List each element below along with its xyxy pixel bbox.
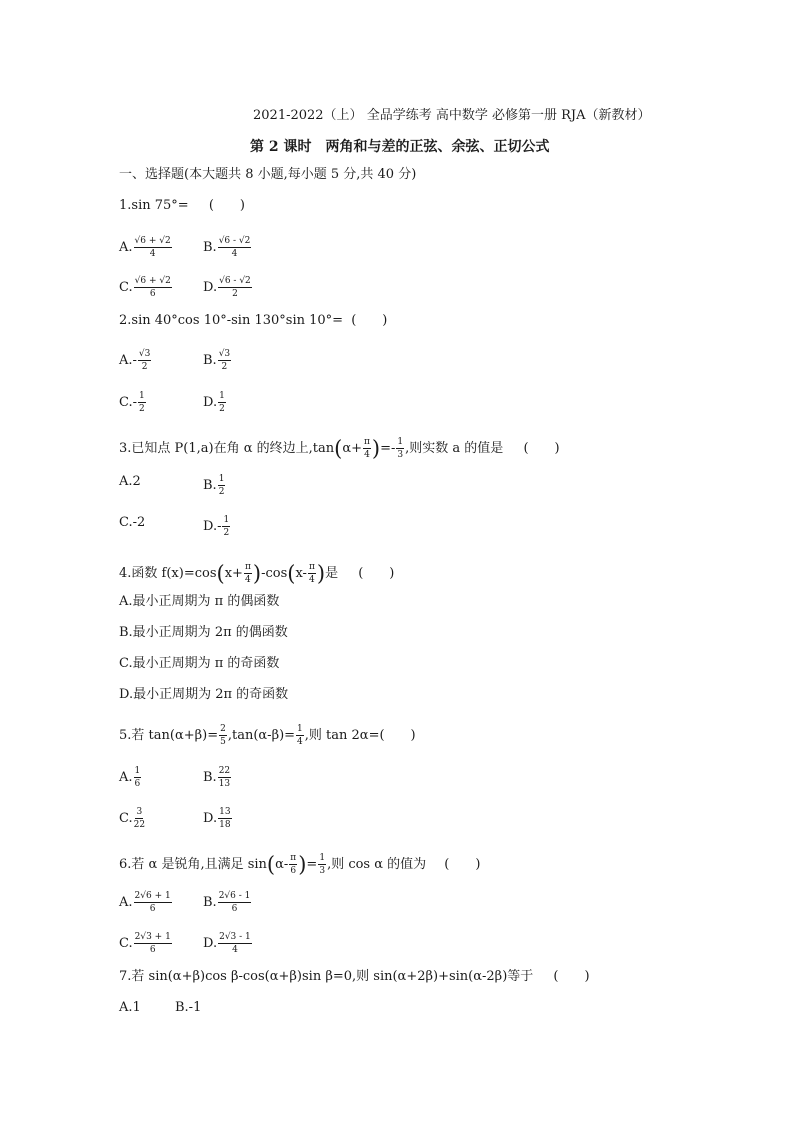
- question-3-option-a: A.2: [119, 474, 141, 489]
- question-5-option-a: A. $\frac{1}{6}$: [119, 766, 141, 789]
- answer-blank: ( ): [358, 566, 395, 581]
- question-1-option-c: C. $\frac{√6 + √2}{6}$: [119, 276, 171, 299]
- running-header: 2021-2022（上） 全品学练考 高中数学 必修第一册 RJA（新教材）: [253, 108, 651, 123]
- answer-blank: ( ): [553, 969, 590, 984]
- question-1-option-d: D. $\frac{√6 - √2}{2}$: [203, 276, 251, 299]
- question-2-stem: 2.sin 40°cos 10°-sin 130°sin 10°= ( ): [119, 313, 388, 328]
- question-7-option-b: B.-1: [175, 1000, 202, 1015]
- question-3-stem: 3.已知点 P(1,a)在角 α 的终边上,tan(α+ $\frac{\pi}{4}$ )=- $\frac{1}{3}$ ,则实数 a 的值是 ( ): [119, 436, 560, 461]
- question-6-option-b: B. $\frac{2√6 - 1}{6}$: [203, 891, 251, 914]
- question-2-option-a: A.- $\frac{√3}{2}$: [119, 349, 151, 372]
- question-5-option-c: C. $\frac{3}{22}$: [119, 807, 146, 830]
- question-3-option-d: D.- $\frac{1}{2}$: [203, 515, 230, 538]
- question-3-option-b: B. $\frac{1}{2}$: [203, 474, 225, 497]
- question-5-stem: 5.若 tan(α+β)= $\frac{2}{5}$ ,tan(α-β)= $\frac{1}{4}$ ,则 tan 2α=( ): [119, 724, 416, 747]
- question-6-stem: 6.若 α 是锐角,且满足 sin(α- $\frac{\pi}{6}$ )= $\frac{1}{3}$ ,则 cos α 的值为 ( ): [119, 852, 481, 877]
- answer-blank: ( ): [523, 441, 560, 456]
- question-3-option-c: C.-2: [119, 515, 146, 530]
- question-1-option-b: B. $\frac{√6 - √2}{4}$: [203, 236, 251, 259]
- question-1-stem: 1.sin 75°= ( ): [119, 198, 245, 213]
- question-7-stem: 7.若 sin(α+β)cos β-cos(α+β)sin β=0,则 sin(α+2β)+sin(α-2β)等于 ( ): [119, 969, 590, 984]
- question-4-option-a: A.最小正周期为 π 的偶函数: [119, 594, 280, 609]
- answer-blank: ( ): [444, 857, 481, 872]
- section-heading: 一、选择题(本大题共 8 小题,每小题 5 分,共 40 分): [119, 167, 417, 182]
- question-6-option-c: C. $\frac{2√3 + 1}{6}$: [119, 932, 171, 955]
- question-4-option-c: C.最小正周期为 π 的奇函数: [119, 656, 280, 671]
- question-2-option-c: C.- $\frac{1}{2}$: [119, 391, 145, 414]
- question-7-option-a: A.1: [119, 1000, 141, 1015]
- question-6-option-d: D. $\frac{2√3 - 1}{4}$: [203, 932, 251, 955]
- question-1-option-a: A. $\frac{√6 + √2}{4}$: [119, 236, 171, 259]
- lesson-title: 第 2 课时 两角和与差的正弦、余弦、正切公式: [250, 139, 550, 155]
- question-4-option-b: B.最小正周期为 2π 的偶函数: [119, 625, 288, 640]
- question-4-option-d: D.最小正周期为 2π 的奇函数: [119, 687, 289, 702]
- answer-blank: ( ): [351, 313, 388, 328]
- answer-blank: ( ): [208, 198, 245, 213]
- question-6-option-a: A. $\frac{2√6 + 1}{6}$: [119, 891, 171, 914]
- question-4-stem: 4.函数 f(x)=cos(x+ $\frac{\pi}{4}$ )-cos(x- $\frac{\pi}{4}$ )是 ( ): [119, 561, 395, 586]
- question-5-option-d: D. $\frac{13}{18}$: [203, 807, 231, 830]
- question-2-option-d: D. $\frac{1}{2}$: [203, 391, 225, 414]
- question-5-option-b: B. $\frac{22}{13}$: [203, 766, 231, 789]
- answer-blank: ( ): [379, 728, 416, 743]
- question-2-option-b: B. $\frac{√3}{2}$: [203, 349, 231, 372]
